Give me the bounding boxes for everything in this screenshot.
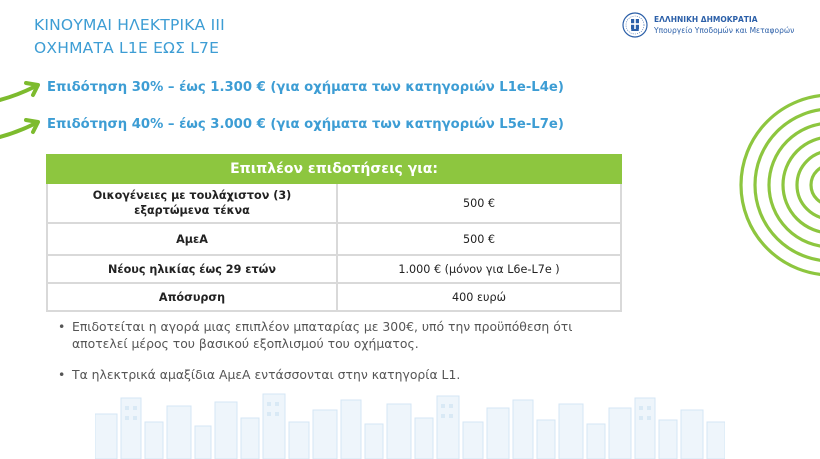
city-skyline-icon — [95, 392, 725, 459]
ministry-logo — [622, 12, 795, 42]
bullet-dot: • — [58, 319, 66, 334]
row-label-families — [47, 183, 337, 223]
bullet-text-line-1: Τα ηλεκτρικά αμαξίδια ΑμεΑ εντάσσονται στην κατηγορία L1. — [72, 367, 461, 382]
green-arrow-icon — [0, 80, 46, 102]
table-row — [47, 283, 621, 311]
logo-line-2: Υπουργείο Υποδομών και Μεταφορών — [654, 26, 795, 35]
row-label-young: Νέους ηλικίας έως 29 ετών — [47, 255, 337, 283]
row-label-disabled: ΑμεΑ — [47, 223, 337, 255]
logo-line-1: ΕΛΛΗΝΙΚΗ ΔΗΜΟΚΡΑΤΙΑ — [654, 15, 758, 24]
row-value: 500 € — [337, 223, 621, 255]
table-header: Επιπλέον επιδοτήσεις για: — [47, 155, 621, 183]
table-row — [47, 223, 621, 255]
bullet-dot: • — [58, 367, 66, 382]
row-label-scrappage: Απόσυρση — [47, 283, 337, 311]
bullet-text-line-2: αποτελεί μέρος του βασικού εξοπλισμού του οχήματος. — [72, 336, 419, 351]
row-value: 500 € — [337, 183, 621, 223]
table-row — [47, 255, 621, 283]
government-emblem-icon — [622, 12, 648, 38]
subsidy-line-2: Επιδότηση 40% – έως 3.000 € (για οχήματα των κατηγοριών L5e-L7e) — [47, 117, 564, 132]
row-label-line-2: εξαρτώμενα τέκνα — [134, 204, 250, 217]
page-title — [34, 14, 225, 60]
table-row — [47, 183, 621, 223]
list-item — [58, 318, 662, 352]
concentric-circles-icon — [735, 90, 820, 280]
title-line-1: ΚΙΝΟΥΜΑΙ ΗΛΕΚΤΡΙΚΑ ΙΙΙ — [34, 16, 225, 34]
row-value: 400 ευρώ — [337, 283, 621, 311]
title-line-2: ΟΧΗΜΑΤΑ L1E ΕΩΣ L7E — [34, 39, 220, 57]
row-label-line-1: Οικογένειες με τουλάχιστον (3) — [92, 189, 292, 202]
bullet-list — [58, 318, 662, 383]
subsidy-line-1: Επιδότηση 30% – έως 1.300 € (για οχήματα των κατηγοριών L1e-L4e) — [47, 80, 564, 95]
additional-subsidies-table — [46, 154, 622, 312]
row-value: 1.000 € (μόνον για L6e-L7e ) — [337, 255, 621, 283]
green-arrow-icon — [0, 117, 46, 139]
list-item — [58, 366, 662, 383]
bullet-text-line-1: Επιδοτείται η αγορά μιας επιπλέον μπαταρίας με 300€, υπό την προϋπόθεση ότι — [72, 319, 573, 334]
